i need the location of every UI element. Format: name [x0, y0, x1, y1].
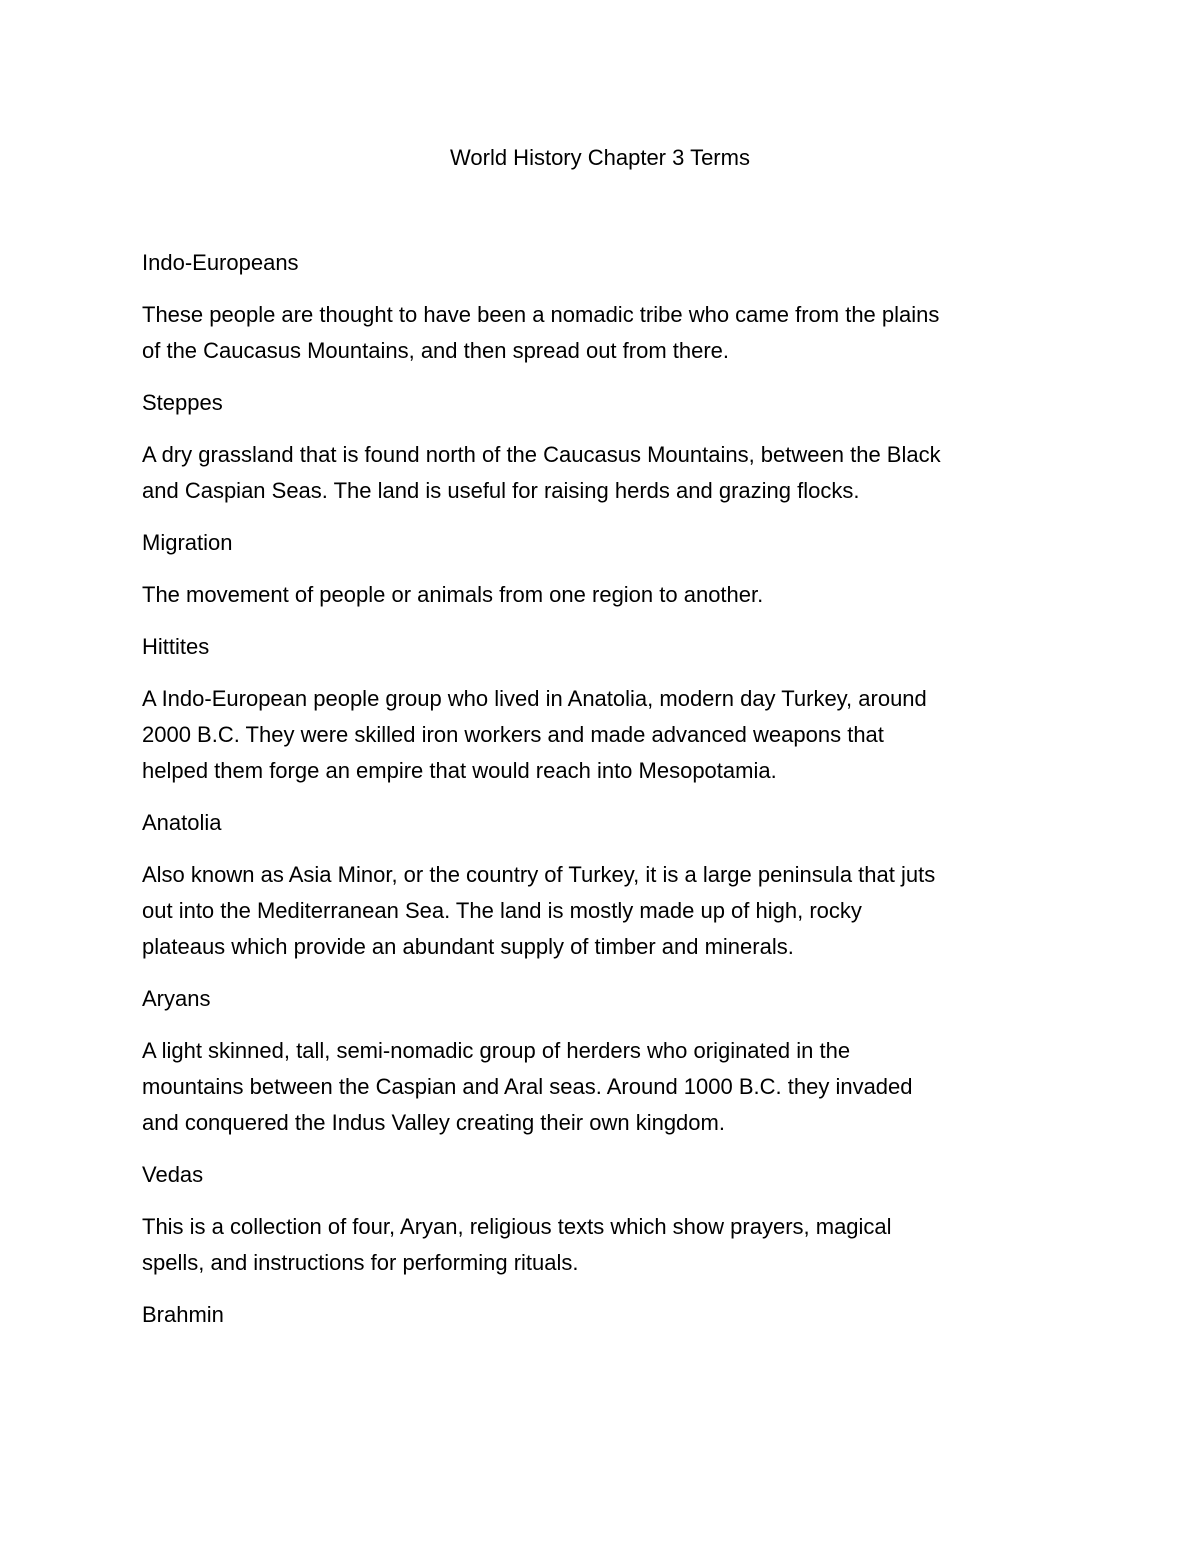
definition-line: plateaus which provide an abundant supply of timber and minerals.	[142, 934, 794, 959]
definition-line: A light skinned, tall, semi-nomadic group of herders who originated in the	[142, 1038, 851, 1063]
term-heading: Brahmin	[142, 1302, 224, 1327]
definition-line: and Caspian Seas. The land is useful for raising herds and grazing flocks.	[142, 478, 860, 503]
definition-line: A dry grassland that is found north of the Caucasus Mountains, between the Black	[142, 442, 941, 467]
term-definition	[142, 1033, 1062, 1141]
term-heading: Vedas	[142, 1162, 204, 1187]
term-heading: Steppes	[142, 390, 223, 415]
definition-line: These people are thought to have been a nomadic tribe who came from the plains	[142, 302, 940, 327]
definition-line: spells, and instructions for performing rituals.	[142, 1250, 579, 1275]
term-heading: Anatolia	[142, 810, 222, 835]
definition-line: helped them forge an empire that would reach into Mesopotamia.	[142, 758, 777, 783]
definition-line: A Indo-European people group who lived in Anatolia, modern day Turkey, around	[142, 686, 927, 711]
definition-line: 2000 B.C. They were skilled iron workers and made advanced weapons that	[142, 722, 884, 747]
term-definition	[142, 297, 1062, 369]
definition-line: This is a collection of four, Aryan, religious texts which show prayers, magical	[142, 1214, 892, 1239]
term-heading: Hittites	[142, 634, 210, 659]
definition-line: of the Caucasus Mountains, and then spread out from there.	[142, 338, 730, 363]
term-heading: Migration	[142, 530, 233, 555]
definition-line: Also known as Asia Minor, or the country of Turkey, it is a large peninsula that juts	[142, 862, 936, 887]
document-title: World History Chapter 3 Terms	[450, 145, 750, 170]
term-definition	[142, 681, 1062, 789]
term-heading: Aryans	[142, 986, 211, 1011]
term-definition	[142, 1209, 1062, 1281]
term-definition	[142, 437, 1062, 509]
terms-list	[142, 245, 1062, 1349]
definition-line: mountains between the Caspian and Aral seas. Around 1000 B.C. they invaded	[142, 1074, 913, 1099]
definition-line: and conquered the Indus Valley creating their own kingdom.	[142, 1110, 725, 1135]
term-heading: Indo-Europeans	[142, 250, 299, 275]
definition-line: The movement of people or animals from one region to another.	[142, 582, 764, 607]
term-definition	[142, 857, 1062, 965]
term-definition	[142, 577, 1062, 613]
definition-line: out into the Mediterranean Sea. The land is mostly made up of high, rocky	[142, 898, 862, 923]
